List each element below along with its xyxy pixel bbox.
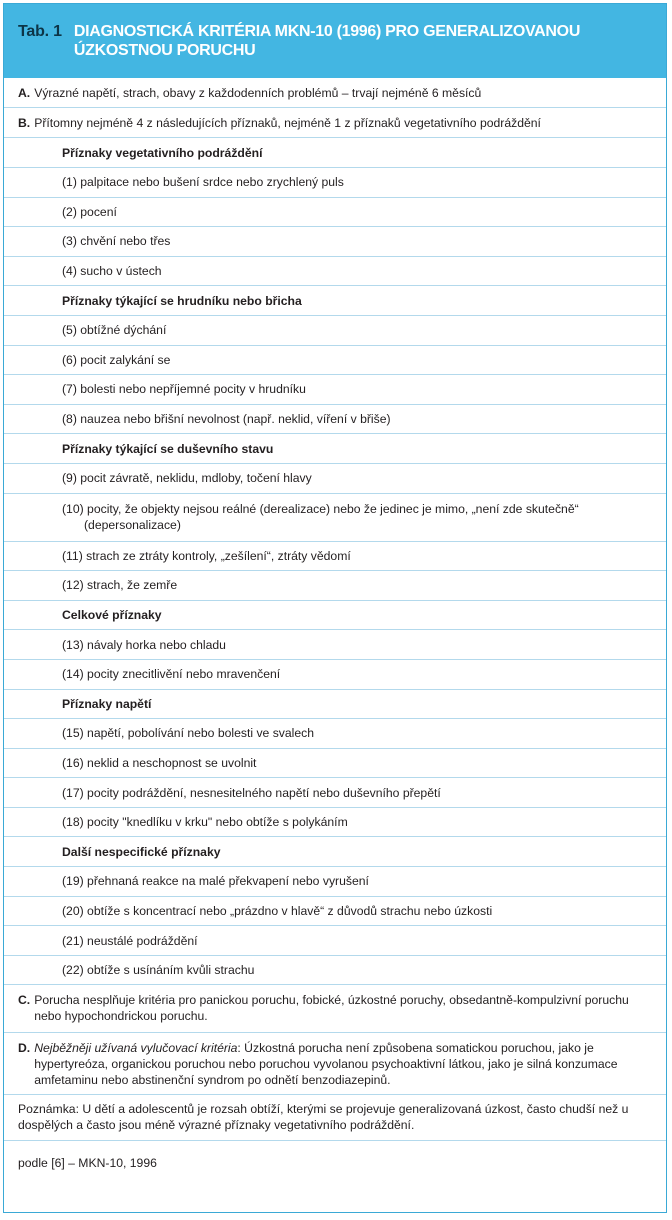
symptom-item: (11) strach ze ztráty kontroly, „zešílení“, ztráty vědomí	[4, 542, 666, 572]
criterion-a	[4, 78, 666, 108]
symptom-item: (3) chvění nebo třes	[4, 227, 666, 257]
criterion-text: Výrazné napětí, strach, obavy z každodenních problémů – trvají nejméně 6 měsíců	[34, 85, 482, 100]
symptom-item: (5) obtížné dýchání	[4, 316, 666, 346]
group-title: Příznaky týkající se hrudníku nebo břicha	[4, 286, 666, 316]
symptom-item: (15) napětí, pobolívání nebo bolesti ve svalech	[4, 719, 666, 749]
criteria-table	[3, 3, 667, 1213]
table-title-line-2: ÚZKOSTNOU PORUCHU	[73, 42, 256, 59]
table-body	[4, 78, 666, 1185]
criterion-letter: A.	[18, 85, 31, 100]
criterion-text: Přítomny nejméně 4 z následujících příznaků, nejméně 1 z příznaků vegetativního podráždění	[34, 115, 541, 130]
symptom-item: (20) obtíže s koncentrací nebo „prázdno v hlavě“ z důvodů strachu nebo úzkosti	[4, 897, 666, 927]
symptom-item: (21) neustálé podráždění	[4, 926, 666, 956]
symptom-item: (2) pocení	[4, 198, 666, 228]
symptom-item: (14) pocity znecitlivění nebo mravenčení	[4, 660, 666, 690]
symptom-item: (7) bolesti nebo nepříjemné pocity v hrudníku	[4, 375, 666, 405]
symptom-item: (4) sucho v ústech	[4, 257, 666, 287]
symptom-item: (6) pocit zalykání se	[4, 346, 666, 376]
table-note: Poznámka: U dětí a adolescentů je rozsah obtíží, kterými se projevuje generalizovaná úzkost, často chudší než u dospělých a často jsou méně výrazné příznaky vegetativního podráždění.	[4, 1095, 666, 1141]
criterion-d	[4, 1033, 666, 1095]
symptom-item: (19) přehnaná reakce na malé překvapení nebo vyrušení	[4, 867, 666, 897]
symptom-item-text: (10) pocity, že objekty nejsou reálné (derealizace) nebo že jedinec je mimo, „není zde skutečně“ (depersonalizace)	[62, 502, 579, 533]
symptom-item: (9) pocit závratě, neklidu, mdloby, točení hlavy	[4, 464, 666, 494]
group-title: Celkové příznaky	[4, 601, 666, 631]
table-header	[4, 4, 666, 78]
table-title-line-1: DIAGNOSTICKÁ KRITÉRIA MKN-10 (1996) PRO GENERALIZOVANOU	[73, 23, 581, 40]
criterion-b	[4, 108, 666, 138]
criterion-c	[4, 985, 666, 1033]
criterion-letter: B.	[18, 115, 31, 130]
symptom-item: (17) pocity podráždění, nesnesitelného napětí nebo duševního přepětí	[4, 778, 666, 808]
table-title	[74, 22, 580, 78]
symptom-item: (12) strach, že zemře	[4, 571, 666, 601]
criterion-letter: C.	[18, 993, 31, 1008]
symptom-item: (13) návaly horka nebo chladu	[4, 630, 666, 660]
criterion-letter: D.	[18, 1041, 31, 1056]
table-label: Tab. 1	[18, 23, 62, 40]
group-title: Příznaky napětí	[4, 690, 666, 720]
symptom-item: (16) neklid a neschopnost se uvolnit	[4, 749, 666, 779]
symptom-item: (1) palpitace nebo bušení srdce nebo zrychlený puls	[4, 168, 666, 198]
group-title: Další nespecifické příznaky	[4, 837, 666, 867]
criterion-rest-text: : Úzkostná porucha není způsobena somatickou poruchou, jako je hypertyreóza, organickou poruchou nebo poruchou vyvolanou psychoaktivní látkou, jako je silná konzumace amfetaminu nebo abstinenční syndrom po odnětí benzodiazepinů.	[34, 1041, 618, 1088]
symptom-item: (22) obtíže s usínáním kvůli strachu	[4, 956, 666, 986]
table-source: podle [6] – MKN-10, 1996	[18, 1156, 157, 1171]
criterion-text: Porucha nesplňuje kritéria pro panickou poruchu, fobické, úzkostné poruchy, obsedantně-kompulzivní poruchu nebo hypochondrickou poruchu.	[34, 993, 629, 1024]
criterion-text	[34, 1040, 652, 1088]
symptom-item: (8) nauzea nebo břišní nevolnost (např. neklid, víření v břiše)	[4, 405, 666, 435]
symptom-item	[4, 494, 666, 542]
group-title: Příznaky vegetativního podráždění	[4, 138, 666, 168]
symptom-item: (18) pocity "knedlíku v krku" nebo obtíže s polykáním	[4, 808, 666, 838]
criterion-italic-text: Nejběžněji užívaná vylučovací kritéria	[34, 1041, 238, 1056]
group-title: Příznaky týkající se duševního stavu	[4, 434, 666, 464]
